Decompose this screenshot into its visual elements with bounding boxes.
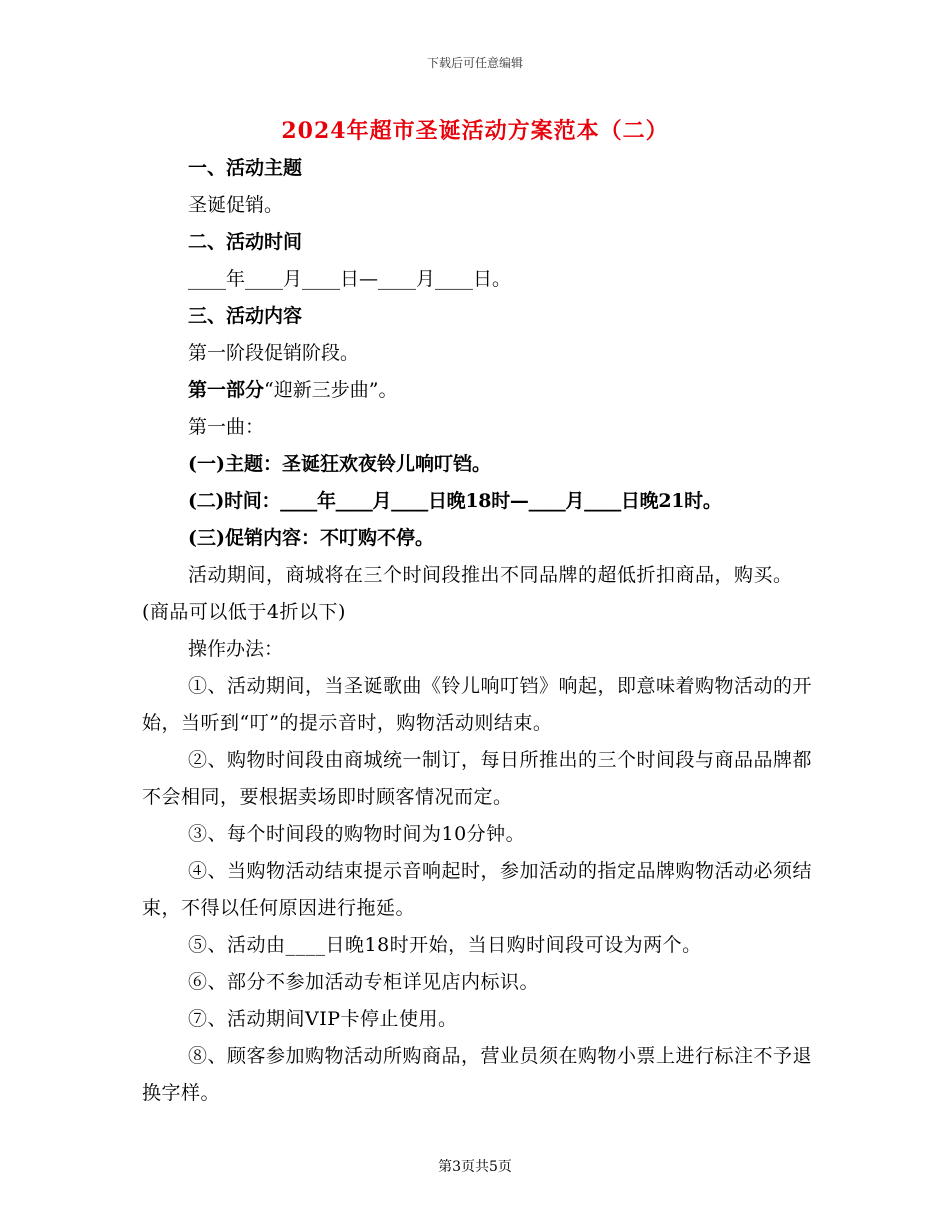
- section-heading-time: 二、活动时间: [188, 231, 303, 253]
- list-item-7: ⑦、活动期间VIP卡停止使用。: [188, 1008, 458, 1030]
- section-heading-content: 三、活动内容: [188, 305, 303, 327]
- list-item-6: ⑥、部分不参加活动专柜详见店内标识。: [188, 971, 540, 993]
- list-item-5: ⑤、活动由____日晚18时开始，当日购时间段可设为两个。: [188, 934, 702, 956]
- theme-text: 圣诞促销。: [188, 194, 284, 216]
- list-item-4: ④、当购物活动结束提示音响起时，参加活动的指定品牌购物活动必须结束，不得以任何原因进行拖延。: [142, 860, 813, 919]
- promo-content: (三)促销内容：不叮购不停。: [188, 527, 434, 549]
- method-label: 操作办法：: [188, 638, 284, 660]
- section-heading-theme: 一、活动主题: [188, 157, 303, 179]
- song-label: 第一曲：: [188, 416, 265, 438]
- time-text: ____年____月____日—____月____日。: [188, 268, 512, 290]
- part-line: [142, 372, 812, 409]
- page-footer: 第3页共5页: [438, 1159, 512, 1175]
- document-title: 2024年超市圣诞活动方案范本（二）: [281, 118, 669, 144]
- part-title: “迎新三步曲”。: [264, 379, 398, 401]
- list-item-8: ⑧、顾客参加购物活动所购商品，营业员须在购物小票上进行标注不予退换字样。: [142, 1045, 813, 1104]
- document-body: [142, 150, 812, 1112]
- part-label: 第一部分: [188, 379, 265, 401]
- promo-theme: (一)主题：圣诞狂欢夜铃儿响叮铛。: [188, 453, 491, 475]
- header-note: 下载后可任意编辑: [426, 56, 523, 70]
- list-item-2: ②、购物时间段由商城统一制订，每日所推出的三个时间段与商品品牌都不会相同，要根据卖场即时顾客情况而定。: [142, 749, 813, 808]
- stage-text: 第一阶段促销阶段。: [188, 342, 360, 364]
- paragraph-period: 活动期间，商城将在三个时间段推出不同品牌的超低折扣商品，购买。(商品可以低于4折以下): [142, 564, 793, 623]
- list-item-3: ③、每个时间段的购物时间为10分钟。: [188, 823, 526, 845]
- promo-time: (二)时间：____年____月____日晚18时—____月____日晚21时。: [188, 490, 722, 512]
- list-item-1: ①、活动期间，当圣诞歌曲《铃儿响叮铛》响起，即意味着购物活动的开始，当听到“叮”的提示音时，购物活动则结束。: [142, 675, 813, 734]
